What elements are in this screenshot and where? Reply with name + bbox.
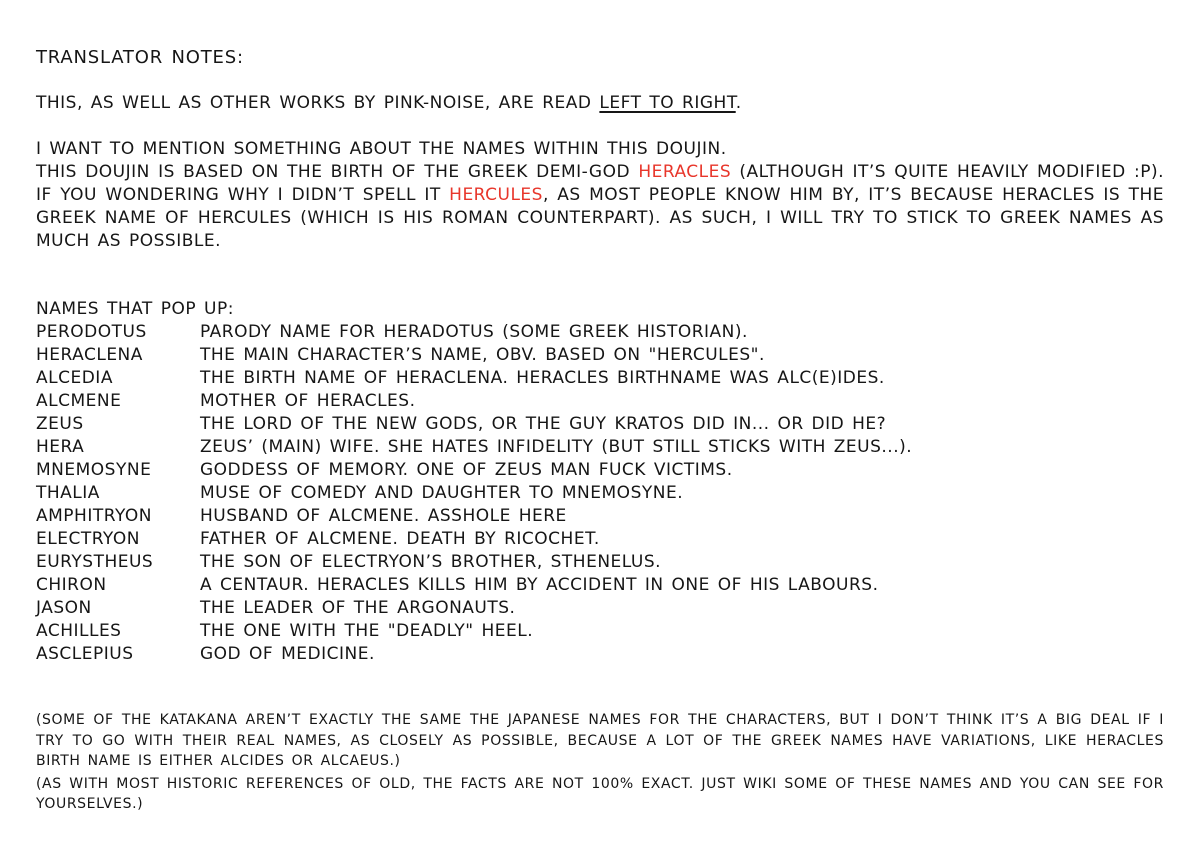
character-description: THE ONE WITH THE "DEADLY" HEEL. [200,621,534,641]
character-description: MUSE OF COMEDY AND DAUGHTER TO MNEMOSYNE. [200,483,684,503]
intro-block [36,138,1164,253]
intro-segment: , AS MOST PEOPLE KNOW HIM BY, IT’S BECAUSE HERACLES IS THE GREEK NAME OF HERCULES (WHICH IS HIS ROMAN COUNTERPART). AS SUCH, I WILL TRY TO STICK TO GREEK NAMES AS MUCH AS POSSIBLE. [36,185,1164,251]
name-list-row [36,459,1164,482]
intro-line: I WANT TO MENTION SOMETHING ABOUT THE NAMES WITHIN THIS DOUJIN. [36,139,727,159]
character-name: MNEMOSYNE [36,460,152,480]
reading-direction-underlined: LEFT TO RIGHT [599,93,736,113]
footnotes-block [36,710,1164,815]
character-name: ALCMENE [36,391,122,411]
reading-direction-period: . [735,93,742,113]
footnote-katakana: (SOME OF THE KATAKANA AREN’T EXACTLY THE SAME THE JAPANESE NAMES FOR THE CHARACTERS, BUT I DON’T THINK IT’S A BIG DEAL IF I TRY TO GO WITH THEIR REAL NAMES, AS CLOSELY AS POSSIBLE, BECAUSE A LOT OF THE GREEK NAMES HAVE VARIATIONS, LIKE HERACLES BIRTH NAME IS EITHER ALCIDES OR ALCAEUS.) [36,712,1164,769]
name-list-row [36,367,1164,390]
heracles-highlight: HERACLES [638,162,732,182]
character-description: THE MAIN CHARACTER’S NAME, OBV. BASED ON "HERCULES". [200,345,765,365]
character-name: ZEUS [36,414,84,434]
character-description: PARODY NAME FOR HERADOTUS (SOME GREEK HISTORIAN). [200,322,748,342]
page-title: TRANSLATOR NOTES: [36,47,244,68]
character-description: THE LEADER OF THE ARGONAUTS. [200,598,516,618]
names-list [36,321,1164,666]
intro-segment: THIS DOUJIN IS BASED ON THE BIRTH OF THE GREEK DEMI-GOD [36,162,639,182]
character-description: GODDESS OF MEMORY. ONE OF ZEUS MAN FUCK VICTIMS. [200,460,733,480]
character-description: FATHER OF ALCMENE. DEATH BY RICOCHET. [200,529,600,549]
character-name: JASON [36,598,92,618]
character-name: AMPHITRYON [36,506,153,526]
character-description: HUSBAND OF ALCMENE. ASSHOLE HERE [200,506,567,526]
intro-segment: (ALTHOUGH IT’S QUITE HEAVILY MODIFIED :P). IF YOU WONDERING WHY I DIDN’T SPELL IT [36,162,1164,205]
character-description: GOD OF MEDICINE. [200,644,375,664]
character-name: ALCEDIA [36,368,113,388]
name-list-row [36,528,1164,551]
reading-direction-note [36,92,1164,115]
name-list-row [36,413,1164,436]
character-name: HERA [36,437,85,457]
name-list-row [36,505,1164,528]
name-list-row [36,643,1164,666]
name-list-row [36,436,1164,459]
character-description: THE LORD OF THE NEW GODS, OR THE GUY KRATOS DID IN... OR DID HE? [200,414,887,434]
reading-direction-text: THIS, AS WELL AS OTHER WORKS BY PINK-NOISE, ARE READ [36,93,600,113]
character-description: ZEUS’ (MAIN) WIFE. SHE HATES INFIDELITY (BUT STILL STICKS WITH ZEUS...). [200,437,913,457]
character-name: EURYSTHEUS [36,552,154,572]
hercules-highlight: HERCULES [449,185,543,205]
name-list-row [36,597,1164,620]
character-description: MOTHER OF HERACLES. [200,391,416,411]
character-name: ASCLEPIUS [36,644,134,664]
character-name: CHIRON [36,575,107,595]
character-name: THALIA [36,483,100,503]
intro-paragraph [36,161,1164,253]
character-name: ACHILLES [36,621,122,641]
name-list-row [36,551,1164,574]
name-list-row [36,574,1164,597]
names-heading: NAMES THAT POP UP: [36,299,234,319]
character-description: A CENTAUR. HERACLES KILLS HIM BY ACCIDENT IN ONE OF HIS LABOURS. [200,575,879,595]
character-name: PERODOTUS [36,322,147,342]
name-list-row [36,482,1164,505]
character-name: ELECTRYON [36,529,140,549]
character-description: THE BIRTH NAME OF HERACLENA. HERACLES BIRTHNAME WAS ALC(E)IDES. [200,368,885,388]
character-name: HERACLENA [36,345,143,365]
character-description: THE SON OF ELECTRYON’S BROTHER, STHENELUS. [200,552,662,572]
footnote-accuracy: (AS WITH MOST HISTORIC REFERENCES OF OLD, THE FACTS ARE NOT 100% EXACT. JUST WIKI SOME OF THESE NAMES AND YOU CAN SEE FOR YOURSELVES.) [36,775,1164,812]
name-list-row [36,321,1164,344]
name-list-row [36,390,1164,413]
name-list-row [36,344,1164,367]
name-list-row [36,620,1164,643]
